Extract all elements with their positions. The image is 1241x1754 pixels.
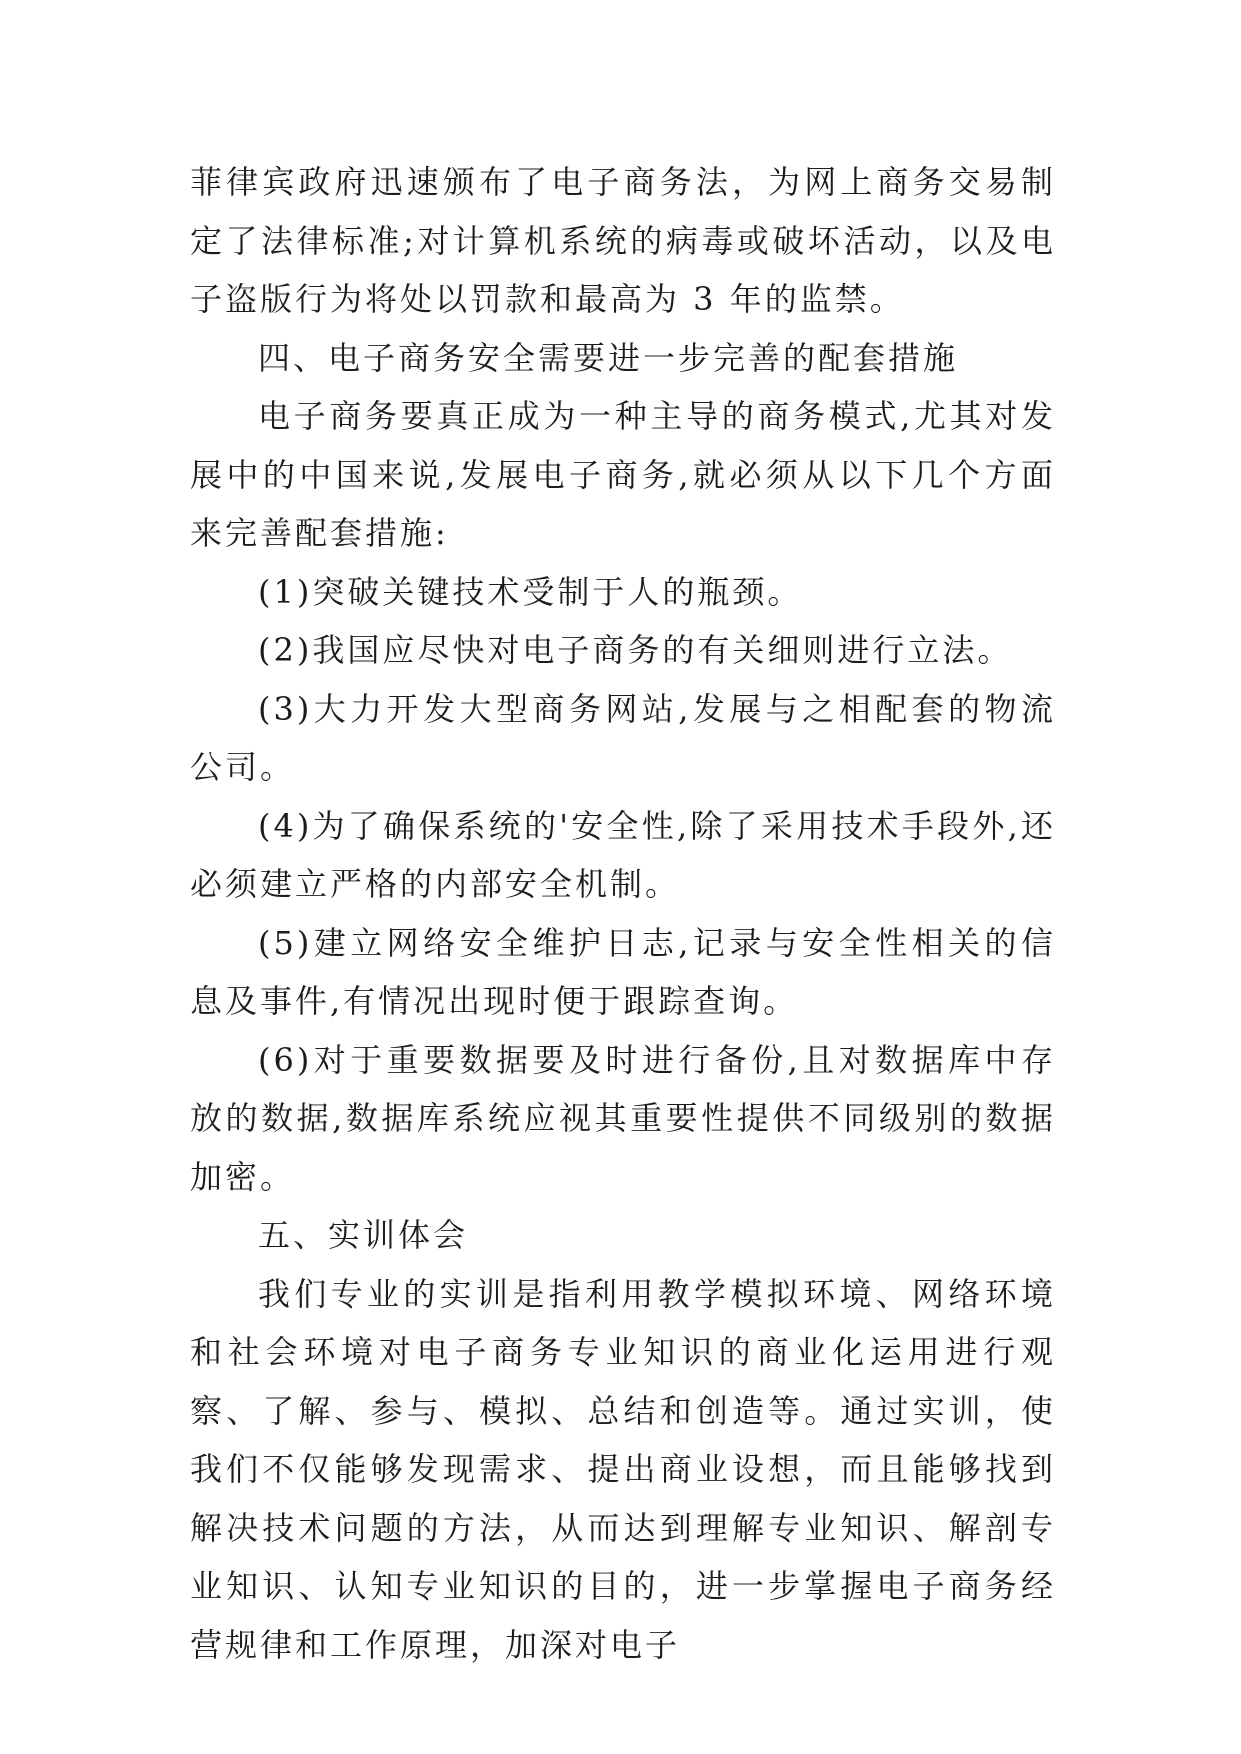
paragraph-measures-intro: 电子商务要真正成为一种主导的商务模式,尤其对发展中的中国来说,发展电子商务,就必须从以下几个方面来完善配套措施: xyxy=(190,397,1056,552)
document-body xyxy=(190,153,1056,1674)
list-item-5: (5)建立网络安全维护日志,记录与安全性相关的信息及事件,有情况出现时便于跟踪查询。 xyxy=(190,923,1056,1020)
list-item-2: (2)我国应尽快对电子商务的有关细则进行立法。 xyxy=(258,631,1013,669)
section-heading-4: 四、电子商务安全需要进一步完善的配套措施 xyxy=(258,338,959,377)
list-item-1: (1)突破关键技术受制于人的瓶颈。 xyxy=(258,572,803,611)
list-item-6: (6)对于重要数据要及时进行备份,且对数据库中存放的数据,数据库系统应视其重要性提供不同级别的数据加密。 xyxy=(190,1040,1056,1196)
paragraph-philippines-law: 菲律宾政府迅速颁布了电子商务法，为网上商务交易制定了法律标准;对计算机系统的病毒或破坏活动，以及电子盗版行为将处以罚款和最高为 3 年的监禁。 xyxy=(190,163,1056,318)
list-item-3: (3)大力开发大型商务网站,发展与之相配套的物流公司。 xyxy=(190,689,1056,786)
list-item-4: (4)为了确保系统的'安全性,除了采用技术手段外,还必须建立严格的内部安全机制。 xyxy=(190,806,1056,903)
section-heading-5: 五、实训体会 xyxy=(258,1216,469,1254)
paragraph-training-experience: 我们专业的实训是指利用教学模拟环境、网络环境和社会环境对电子商务专业知识的商业化运用进行观察、了解、参与、模拟、总结和创造等。通过实训，使我们不仅能够发现需求、提出商业设想，而且能够找到解决技术问题的方法，从而达到理解专业知识、解剖专业知识、认知专业知识的目的，进一步掌握电子商务经营规律和工作原理，加深对电子 xyxy=(190,1274,1056,1664)
